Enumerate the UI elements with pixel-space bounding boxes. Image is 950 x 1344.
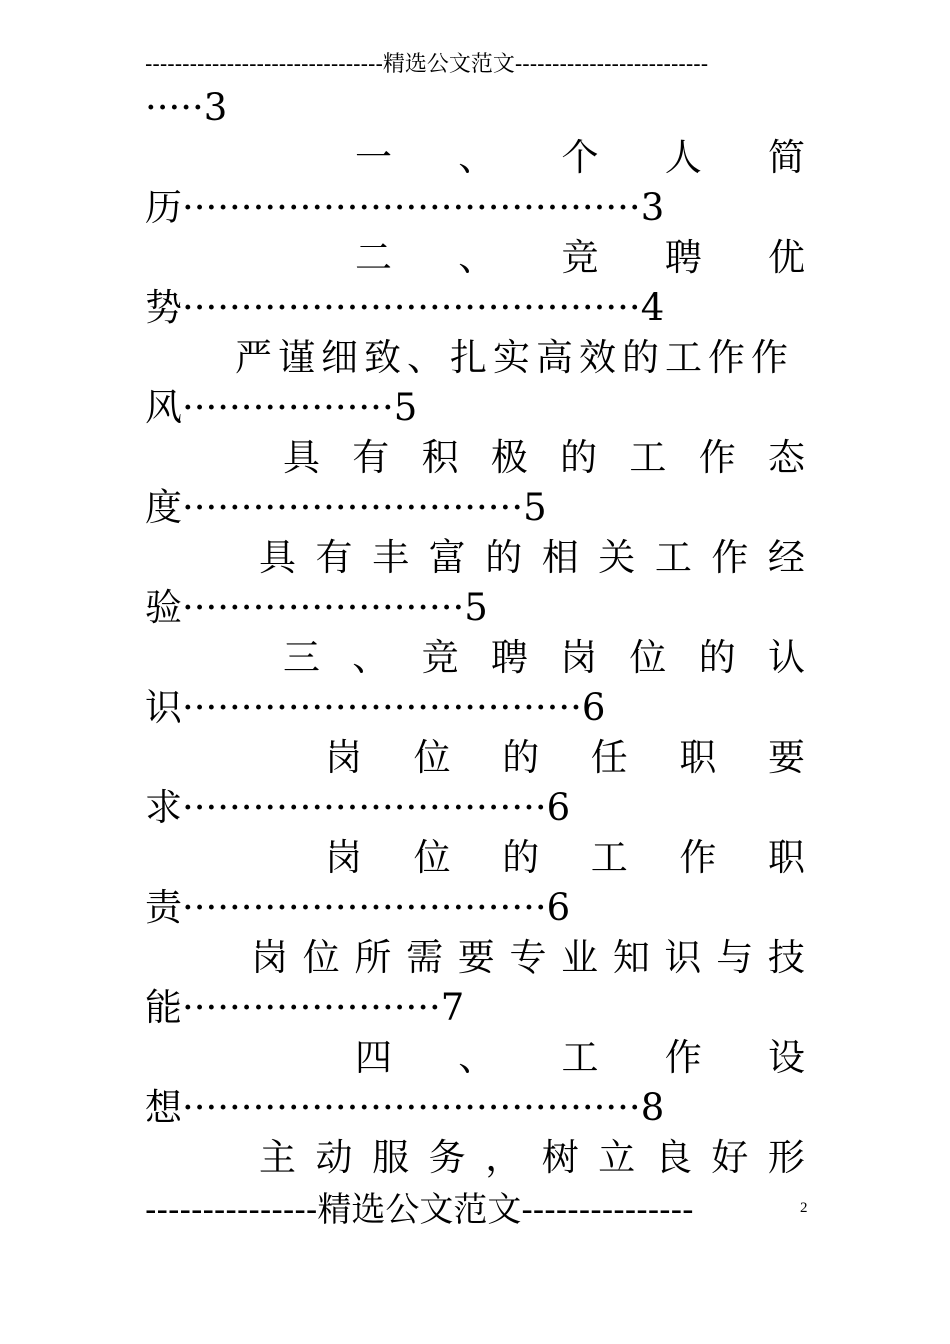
toc-char: 具 <box>283 436 320 479</box>
toc-char: 动 <box>315 1136 353 1179</box>
toc-char: 作 <box>664 1036 702 1079</box>
toc-char: 优 <box>768 236 805 279</box>
toc-char: 岗 <box>560 636 598 679</box>
toc-char: 聘 <box>664 236 702 279</box>
toc-char: 丰 <box>372 536 410 579</box>
toc-char: 竞 <box>561 236 599 279</box>
toc-line <box>145 283 805 333</box>
toc-char: 简 <box>768 136 805 179</box>
toc-text: 严谨细致、扎实高效的工作作 <box>235 336 794 379</box>
toc-line <box>145 1083 805 1133</box>
toc-heading-2 <box>355 233 805 283</box>
toc-char: 极 <box>490 436 528 479</box>
toc-char: 三 <box>283 636 320 679</box>
toc-text: 能······················7 <box>145 986 465 1029</box>
toc-char: 主 <box>259 1136 296 1179</box>
toc-text: 势·······································4 <box>145 286 665 329</box>
toc-char: 积 <box>421 436 459 479</box>
toc-line <box>145 983 805 1033</box>
toc-char: 服 <box>372 1136 410 1179</box>
toc-line <box>145 683 805 733</box>
toc-line <box>145 783 805 833</box>
toc-char: 作 <box>711 536 749 579</box>
toc-text: 识··································6 <box>145 686 606 729</box>
toc-char: 岗 <box>251 936 288 979</box>
toc-char: 要 <box>457 936 495 979</box>
toc-char: 业 <box>561 936 599 979</box>
toc-char: 的 <box>560 436 598 479</box>
toc-heading-1 <box>355 133 805 183</box>
toc-char: 、 <box>458 1036 496 1079</box>
toc-char: 树 <box>541 1136 579 1179</box>
toc-text: 责·······························6 <box>145 886 571 929</box>
toc-char: 、 <box>352 636 390 679</box>
toc-char: ， <box>485 1136 523 1179</box>
toc-char: 的 <box>502 736 540 779</box>
toc-subheading <box>235 333 805 383</box>
toc-text: 风··················5 <box>145 386 418 429</box>
toc-char: 的 <box>485 536 523 579</box>
toc-char: 有 <box>315 536 353 579</box>
toc-char: 富 <box>428 536 466 579</box>
toc-char: 聘 <box>490 636 528 679</box>
toc-char: 相 <box>541 536 579 579</box>
toc-line <box>145 183 805 233</box>
toc-char: 态 <box>767 436 805 479</box>
toc-text: 度·····························5 <box>145 486 547 529</box>
toc-char: 职 <box>679 736 717 779</box>
toc-char: 位 <box>302 936 340 979</box>
toc-heading-4 <box>355 1033 805 1083</box>
page-footer: ---------------精选公文范文--------------- <box>145 1190 694 1230</box>
toc-char: 职 <box>767 836 805 879</box>
toc-char: 的 <box>698 636 736 679</box>
toc-char: 工 <box>561 1036 599 1079</box>
toc-char: 良 <box>654 1136 692 1179</box>
toc-char: 具 <box>259 536 296 579</box>
toc-char: 需 <box>406 936 444 979</box>
toc-line <box>145 383 805 433</box>
toc-char: 的 <box>502 836 540 879</box>
toc-char: 作 <box>698 436 736 479</box>
toc-char: 工 <box>590 836 628 879</box>
page-header: --------------------------------精选公文范文-------------------------- <box>145 52 709 77</box>
toc-char: 个 <box>561 136 599 179</box>
toc-char: 工 <box>629 436 667 479</box>
toc-heading-3 <box>283 633 805 683</box>
toc-subheading <box>251 933 805 983</box>
toc-char: 一 <box>355 136 392 179</box>
toc-line <box>145 583 805 633</box>
toc-subheading <box>259 533 805 583</box>
toc-char: 位 <box>413 836 451 879</box>
toc-char: 设 <box>768 1036 805 1079</box>
toc-char: 位 <box>629 636 667 679</box>
toc-char: 人 <box>664 136 702 179</box>
toc-char: 工 <box>654 536 692 579</box>
toc-char: 形 <box>767 1136 805 1179</box>
toc-text: 历·······································3 <box>145 186 665 229</box>
toc-char: 、 <box>458 136 496 179</box>
toc-char: 立 <box>598 1136 636 1179</box>
toc-subheading <box>325 833 805 883</box>
toc-subheading <box>283 433 805 483</box>
toc-char: 要 <box>767 736 805 779</box>
toc-line <box>145 83 805 133</box>
toc-char: 所 <box>354 936 392 979</box>
toc-char: 知 <box>612 936 650 979</box>
toc-char: 务 <box>428 1136 466 1179</box>
toc-char: 位 <box>413 736 451 779</box>
toc-text: 求·······························6 <box>145 786 571 829</box>
toc-char: 与 <box>716 936 754 979</box>
toc-char: 、 <box>458 236 496 279</box>
toc-char: 识 <box>664 936 702 979</box>
toc-char: 竞 <box>421 636 459 679</box>
toc-text: ·····3 <box>145 86 228 129</box>
toc-char: 关 <box>598 536 636 579</box>
toc-subheading <box>259 1133 805 1183</box>
toc-char: 认 <box>767 636 805 679</box>
toc-line <box>145 883 805 933</box>
toc-char: 岗 <box>325 736 362 779</box>
toc-char: 专 <box>509 936 547 979</box>
toc-char: 任 <box>590 736 628 779</box>
toc-char: 四 <box>355 1036 392 1079</box>
toc-text: 验························5 <box>145 586 488 629</box>
toc-text: 想·······································8 <box>145 1086 665 1129</box>
toc-char: 二 <box>355 236 392 279</box>
toc-subheading <box>325 733 805 783</box>
toc-char: 经 <box>767 536 805 579</box>
toc-char: 好 <box>711 1136 749 1179</box>
toc-char: 作 <box>679 836 717 879</box>
toc-char: 岗 <box>325 836 362 879</box>
toc-char: 有 <box>352 436 390 479</box>
toc-char: 技 <box>767 936 805 979</box>
page-number: 2 <box>800 1200 808 1216</box>
toc-line <box>145 483 805 533</box>
